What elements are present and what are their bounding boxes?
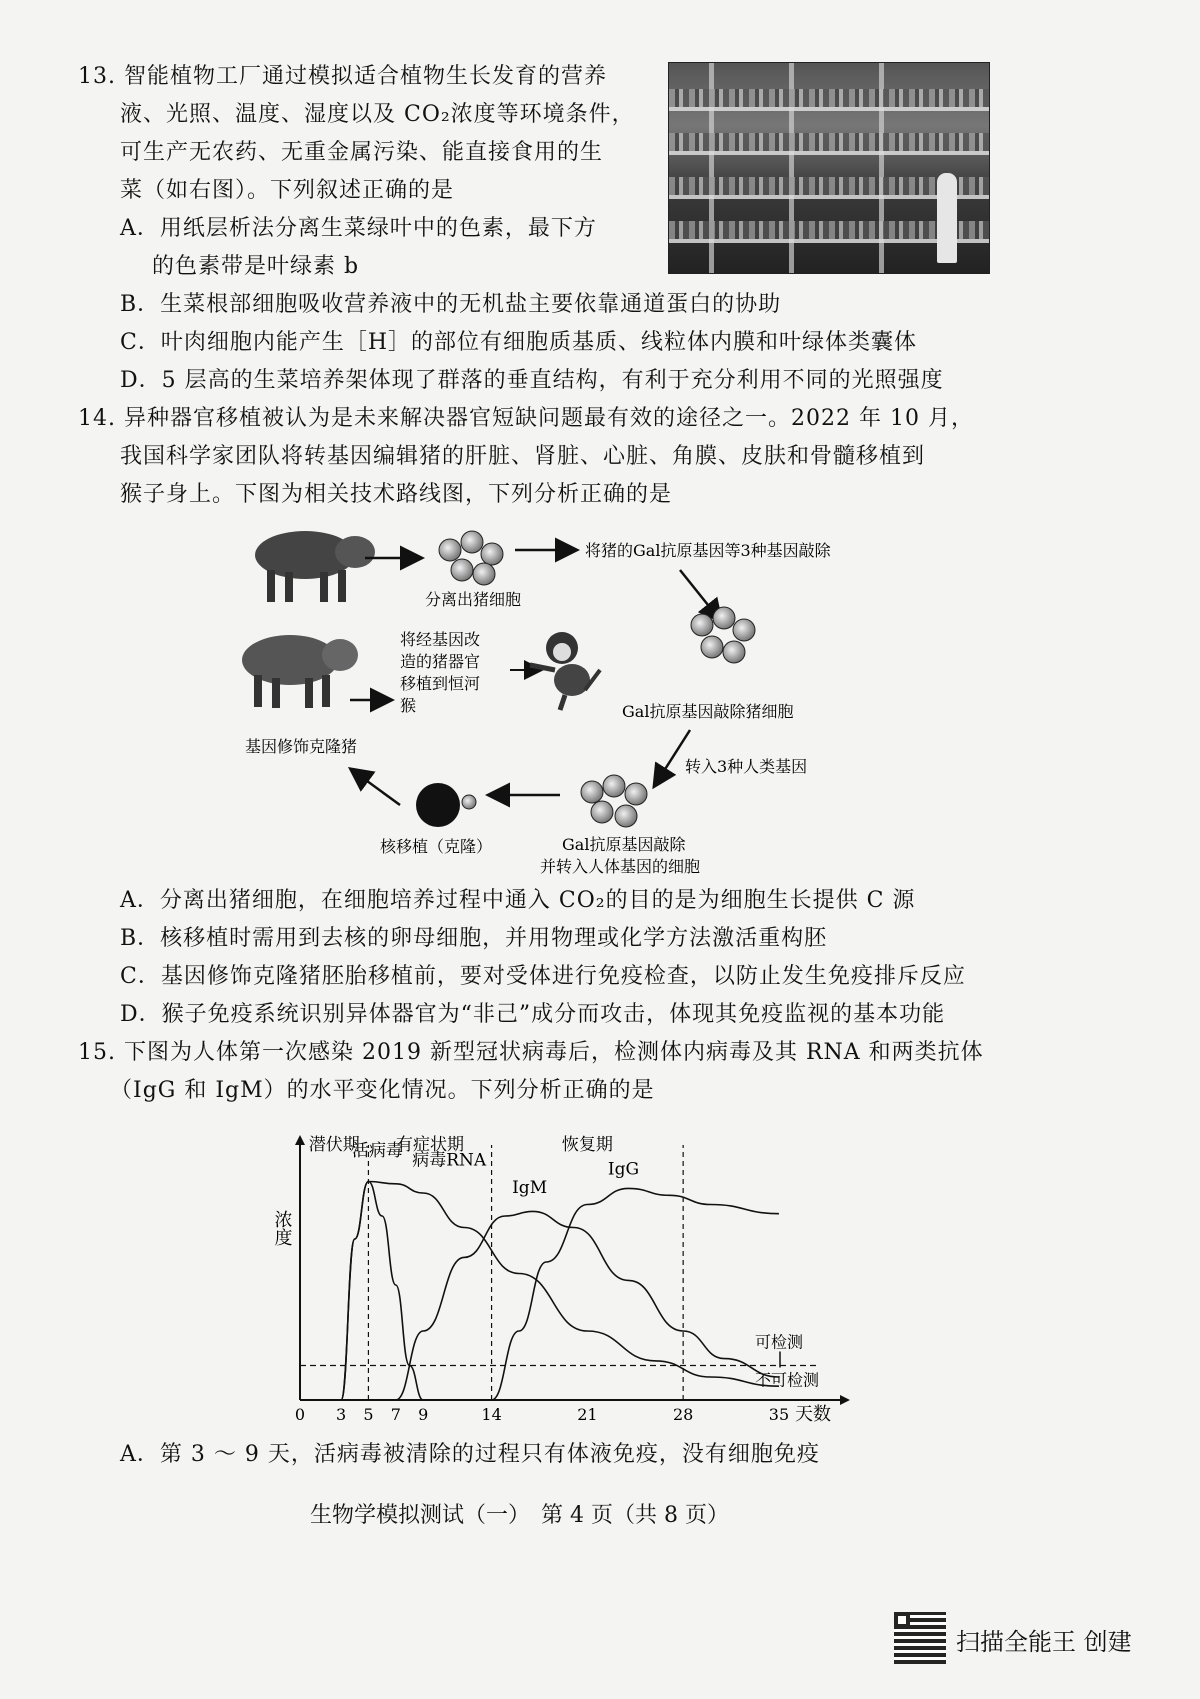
q14-stem-line-1: 14. 异种器官移植被认为是未来解决器官短缺问题最有效的途径之一。2022 年 10 月， <box>78 406 974 431</box>
label-cloned-pig: 基因修饰克隆猪 <box>245 737 358 756</box>
label-transplant-4: 猴 <box>400 696 417 715</box>
q15-stem-line-1: 15. 下图为人体第一次感染 2019 新型冠状病毒后，检测体内病毒及其 RNA 和两类抗体 <box>78 1040 984 1065</box>
label-isolate: 分离出猪细胞 <box>425 590 522 609</box>
q13-stem-line-2: 液、光照、温度、湿度以及 CO₂浓度等环境条件， <box>120 102 635 127</box>
y-axis-arrow <box>295 1135 305 1145</box>
series-line <box>341 1182 779 1401</box>
label-transplant-1: 将经基因改 <box>400 630 481 649</box>
q15-option-a: A．第 3 ～ 9 天，活病毒被清除的过程只有体液免疫，没有细胞免疫 <box>120 1442 820 1467</box>
series-label: IgG <box>607 1159 640 1180</box>
technical-route-diagram <box>0 520 1200 880</box>
x-tick-label: 7 <box>390 1405 401 1424</box>
x-tick-label: 9 <box>418 1405 429 1424</box>
q14-option-b: B．核移植时需用到去核的卵母细胞，并用物理或化学方法激活重构胚 <box>120 926 828 951</box>
threshold-label-above: 可检测 <box>755 1332 804 1352</box>
label-nuclear-transfer: 核移植（克隆） <box>380 837 493 856</box>
arrow <box>352 770 400 805</box>
modified-cells-icon <box>581 775 647 827</box>
knockout-cells-icon <box>691 607 755 663</box>
scanner-watermark: 扫描全能王 创建 <box>956 1628 1132 1656</box>
series-label: IgM <box>512 1178 548 1198</box>
label-transfer-step: 转入3种人类基因 <box>685 757 808 776</box>
q14-stem-line-2: 我国科学家团队将转基因编辑猪的肝脏、肾脏、心脏、角膜、皮肤和骨髓移植到 <box>120 444 926 469</box>
q13-stem-line-1: 13. 智能植物工厂通过模拟适合植物生长发育的营养 <box>78 64 607 89</box>
label-knockout-step: 将猪的Gal抗原基因等3种基因敲除 <box>585 541 831 560</box>
cloned-pig-icon <box>242 635 358 708</box>
x-tick-label: 28 <box>672 1405 694 1424</box>
q13-option-b: B．生菜根部细胞吸收营养液中的无机盐主要依靠通道蛋白的协助 <box>120 292 782 317</box>
q14-option-a: A．分离出猪细胞，在细胞培养过程中通入 CO₂的目的是为细胞生长提供 C 源 <box>120 888 916 913</box>
q14-option-d: D．猴子免疫系统识别异体器官为“非己”成分而攻击，体现其免疫监视的基本功能 <box>120 1002 946 1027</box>
q13-option-d: D．5 层高的生菜培养架体现了群落的垂直结构，有利于充分利用不同的光照强度 <box>120 368 944 393</box>
label-knockout-cells: Gal抗原基因敲除猪细胞 <box>622 702 794 721</box>
q14-option-c: C．基因修饰克隆猪胚胎移植前，要对受体进行免疫检查，以防止发生免疫排斥反应 <box>120 964 966 989</box>
series-line <box>396 1211 779 1400</box>
phase-label: 恢复期 <box>561 1135 613 1155</box>
x-axis-label: 天数 <box>795 1404 831 1425</box>
y-axis-label: 浓度 <box>271 1210 293 1246</box>
infection-chart <box>270 1130 880 1430</box>
q13-option-a-cont: 的色素带是叶绿素 b <box>152 254 360 279</box>
plant-factory-photo <box>668 62 990 274</box>
label-transplant-3: 移植到恒河 <box>400 674 481 693</box>
pig-icon <box>255 531 375 602</box>
x-tick-label: 0 <box>294 1405 306 1424</box>
threshold-label-below: 不可检测 <box>755 1370 820 1390</box>
worker-figure <box>937 173 957 263</box>
x-axis-arrow <box>840 1395 850 1405</box>
q13-option-c: C．叶肉细胞内能产生［H］的部位有细胞质基质、线粒体内膜和叶绿体类囊体 <box>120 330 918 355</box>
series-line <box>341 1182 423 1401</box>
x-tick-label: 3 <box>335 1405 347 1424</box>
label-transplant-2: 造的猪器官 <box>400 652 481 671</box>
label-modified-cells-2: 并转入人体基因的细胞 <box>540 857 701 876</box>
q13-option-a: A．用纸层析法分离生菜绿叶中的色素，最下方 <box>120 216 597 241</box>
series-line <box>492 1188 779 1400</box>
x-tick-label: 35 <box>768 1405 790 1424</box>
series-label: 病毒RNA <box>412 1150 487 1171</box>
monkey-icon <box>530 632 600 710</box>
q15-stem-line-2: （IgG 和 IgM）的水平变化情况。下列分析正确的是 <box>110 1078 655 1103</box>
phase-label: 有症状期 <box>396 1135 464 1155</box>
q14-stem-line-3: 猴子身上。下图为相关技术路线图，下列分析正确的是 <box>120 482 673 507</box>
x-tick-label: 5 <box>363 1405 374 1424</box>
x-tick-label: 21 <box>577 1405 598 1424</box>
label-modified-cells-1: Gal抗原基因敲除 <box>562 835 686 854</box>
phase-label: 潜伏期 <box>308 1135 360 1155</box>
q13-stem-line-4: 菜（如右图）。下列叙述正确的是 <box>120 178 455 203</box>
qr-code-icon <box>894 1612 946 1664</box>
pig-cells-icon <box>439 531 503 585</box>
series-label: 活病毒 <box>352 1141 403 1162</box>
q13-stem-line-3: 可生产无农药、无重金属污染、能直接食用的生 <box>120 140 604 165</box>
page-footer: 生物学模拟测试（一） 第 4 页（共 8 页） <box>310 1503 729 1528</box>
x-tick-label: 14 <box>481 1405 502 1424</box>
egg-cell-icon <box>416 783 476 827</box>
